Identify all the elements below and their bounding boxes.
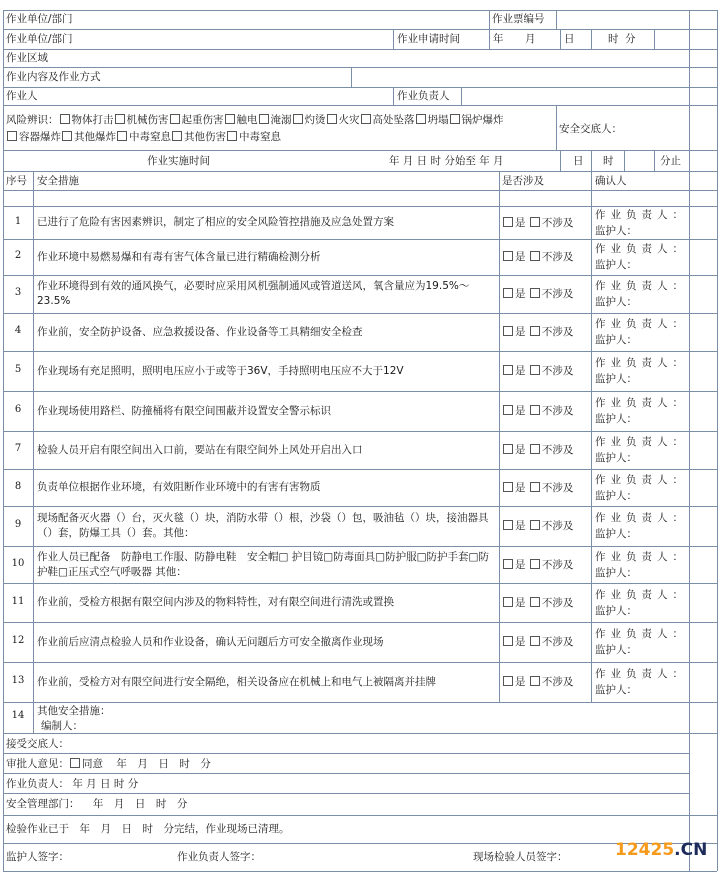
rule [717,10,718,871]
rule [689,469,717,470]
rule [560,150,561,171]
measure-text: 作业现场使用路栏、防撞桶将有限空间围蔽并设置安全警示标识 [37,404,331,417]
rule [3,87,689,88]
rule [3,546,689,547]
rule [461,87,462,105]
measure-text: 作业前，受检方根据有限空间内涉及的物料特性，对有限空间进行清洗或置换 [37,596,394,608]
rule [3,622,689,623]
rule [689,662,717,663]
rule [3,171,689,172]
yes-label: 是 [515,326,526,338]
measure-text: 检验人员开启有限空间出入口前，要站在有限空间外上风处开启出入口 [37,443,363,456]
rule [689,702,717,703]
yes-label: 是 [515,405,526,417]
row-number: 12 [11,635,25,646]
no-label: 不涉及 [541,288,574,300]
risk-item: 中毒窒息 [129,131,171,143]
rule [689,583,717,584]
col-involved: 是否涉及 [502,175,544,187]
rule [351,67,352,87]
rule [689,431,717,432]
confirm-guard: 监护人： [595,413,637,425]
col-measure: 安全措施 [37,175,79,187]
leader-label: 作业负责人 [397,90,450,102]
apply-min: 分 [625,33,636,45]
impl-day: 日 [573,155,584,167]
apply-year: 年 [493,33,504,45]
no-label: 不涉及 [541,365,574,377]
rule [3,190,689,191]
rule [3,662,689,663]
impl-time-label: 作业实施时间 [147,155,210,167]
rule [689,150,717,151]
yes-label: 是 [515,251,526,263]
rule [689,275,717,276]
apply-day: 日 [564,33,575,45]
rule [3,469,689,470]
confirm-leader: 作业负责人： [595,512,688,524]
risk-checkbox[interactable] [450,114,460,124]
rule [3,391,689,392]
impl-end: 分止 [660,155,681,167]
confirm-guard: 监护人： [595,684,637,696]
risk-item: 物体打击 [71,114,114,126]
no-checkbox[interactable] [530,676,540,686]
yes-checkbox[interactable] [503,676,513,686]
no-label: 不涉及 [541,444,574,456]
risk-item: 起重伤害 [181,114,224,126]
row-number: 10 [11,557,25,569]
yes-checkbox[interactable] [503,444,513,454]
risk-checkbox[interactable] [361,114,371,124]
no-checkbox[interactable] [530,365,540,375]
rule [556,10,557,29]
apply-month: 月 [525,33,536,45]
involved-choice [502,635,573,649]
involved-choice [502,250,573,264]
rule [3,733,689,734]
row-number: 6 [14,404,22,415]
row-number: 3 [14,287,22,298]
rule [393,29,394,49]
yes-checkbox[interactable] [503,482,513,492]
rule [3,815,689,816]
rule [3,206,689,207]
rule [3,793,689,794]
no-label: 不涉及 [541,216,574,229]
rule [689,815,717,816]
yes-checkbox[interactable] [503,597,513,607]
involved-choice [502,364,573,378]
leader-sign-label: 作业负责人签字： [177,851,261,863]
rule [499,171,500,702]
yes-label: 是 [515,676,526,688]
rule [689,351,717,352]
row-number: 8 [14,480,22,492]
confirm-leader: 作业负责人： [595,243,688,255]
risk-checkbox[interactable] [117,131,127,141]
rule [689,49,717,50]
rule [3,150,689,151]
row-number: 4 [14,325,22,336]
yes-checkbox[interactable] [503,520,513,530]
yes-label: 是 [515,558,526,571]
no-checkbox[interactable] [530,251,540,261]
confirm-leader: 作业负责人： [595,550,688,563]
other-measures-label: 其他安全措施： [37,705,111,717]
risk-checkbox[interactable] [327,114,337,124]
rule [654,29,655,49]
risk-checkbox[interactable] [62,131,72,141]
no-checkbox[interactable] [530,520,540,530]
risk-checkbox[interactable] [293,114,303,124]
confirm-leader: 作业负责人： [595,436,688,448]
rule [3,49,689,50]
no-label: 不涉及 [541,636,574,648]
safety-dept-label [6,797,187,811]
no-label: 不涉及 [541,558,574,571]
yes-label: 是 [515,216,526,229]
approver-label [6,757,211,771]
watermark-logo [615,840,707,860]
watermark-part2: .CN [674,840,708,860]
rule [3,506,689,507]
confirm-leader: 作业负责人： [595,628,688,640]
no-checkbox[interactable] [530,217,540,227]
guard-sign-label: 监护人签字： [6,851,69,863]
inspector-sign-label: 现场检验人员签字： [473,851,568,863]
no-checkbox[interactable] [530,482,540,492]
yes-label: 是 [515,365,526,377]
risk-item: 机械伤害 [126,114,169,126]
no-label: 不涉及 [541,481,574,494]
measure-text: 作业现场有充足照明，照明电压应小于或等于36V，手持照明电压应不大于12V [37,364,404,377]
measure-text: 作业前，受检方对有限空间进行安全隔绝，相关设备应在机械上和电气上被隔离并挂牌 [37,675,436,688]
rule [689,67,717,68]
handover-label: 安全交底人： [559,123,622,135]
rule [3,351,689,352]
confirm-guard: 监护人： [595,566,637,579]
agree-checkbox[interactable] [70,758,80,768]
row-number: 9 [14,519,22,530]
risk-checkbox[interactable] [60,114,70,124]
risk-item: 高处坠落 [372,114,415,126]
rule [3,753,689,754]
rule [689,206,717,207]
measure-text: 负责单位根据作业环境，有效阻断作业环境中的有害有害物质 [37,481,321,493]
row-number: 2 [14,250,22,261]
risk-checkbox[interactable] [172,131,182,141]
measure-text: 现场配备灭火器（）台，灭火毯（）块，消防水带（）根，沙袋（）包，吸油毡（）块，接油器具（）套，防爆工具（）套。其他： [37,512,489,539]
rule [689,171,717,172]
risk-item: 容器爆炸 [19,131,61,143]
rule [689,546,717,547]
confirm-guard: 监护人： [595,489,637,502]
confirm-guard: 监护人： [595,604,637,617]
involved-choice [502,675,573,689]
risk-title: 风险辨识： [6,114,59,126]
impl-time-range: 年 月 日 时 分始至 年 月 [389,155,504,167]
involved-choice [502,443,573,457]
rule [654,150,655,171]
safety-dept-text: 安全管理部门： [6,798,80,810]
involved-choice [502,287,573,301]
yes-checkbox[interactable] [503,251,513,261]
risk-checkbox[interactable] [115,114,125,124]
apply-time-label: 作业申请时间 [397,33,460,45]
area-label: 作业区域 [6,52,48,64]
no-label: 不涉及 [541,676,574,688]
involved-choice [502,558,573,572]
row-number: 7 [14,443,22,454]
risk-checkbox[interactable] [259,114,269,124]
measure-text: 作业环境得到有效的通风换气，必要时应采用风机强制通风或管道送风，氧含量应为19.5%～23.5% [37,280,470,307]
risk-checkbox[interactable] [7,131,17,141]
yes-checkbox[interactable] [503,365,513,375]
rule [489,29,490,49]
rule [3,583,689,584]
risk-item: 中毒窒息 [239,131,281,143]
confirm-leader: 作业负责人： [595,397,688,409]
rule [3,239,689,240]
confirm-leader: 作业负责人： [595,208,688,221]
rule [3,105,689,106]
risk-checkbox[interactable] [170,114,180,124]
yes-label: 是 [515,481,526,494]
col-no: 序号 [6,175,27,187]
yes-checkbox[interactable] [503,636,513,646]
yes-checkbox[interactable] [503,217,513,227]
rule [560,29,561,49]
rule [591,150,592,171]
measure-text: 作业前后应清点检验人员和作业设备，确认无问题后方可安全撤离作业现场 [37,635,384,648]
approver-time: 年 月 日 时 分 [116,758,211,770]
rule [689,105,717,106]
content-label: 作业内容及作业方式 [6,71,101,83]
rule [3,702,689,703]
yes-checkbox[interactable] [503,405,513,415]
rule [591,29,592,49]
confirm-leader: 作业负责人： [595,588,688,601]
yes-label: 是 [515,288,526,300]
involved-choice [502,481,573,495]
risk-item: 锅炉爆炸 [461,114,504,126]
confirm-guard: 监护人： [595,334,637,346]
confirm-guard: 监护人： [595,373,637,385]
no-checkbox[interactable] [530,559,540,569]
yes-label: 是 [515,520,526,532]
yes-label: 是 [515,444,526,456]
rule [3,313,689,314]
rule [556,105,557,150]
involved-choice [502,404,573,418]
col-confirm: 确认人 [595,175,627,187]
confirm-guard: 监护人： [595,528,637,540]
row-number: 11 [11,595,25,607]
impl-hour: 时 [603,155,614,167]
confirm-leader: 作业负责人： [595,357,688,369]
yes-label: 是 [515,596,526,609]
yes-checkbox[interactable] [503,559,513,569]
no-label: 不涉及 [541,596,574,609]
row-number: 1 [14,215,22,227]
leader-time: 作业负责人： 年 月 日 时 分 [6,778,139,790]
risk-item: 其他伤害 [184,131,226,143]
rule [689,10,690,871]
risk-checkbox[interactable] [227,131,237,141]
risk-checkbox[interactable] [416,114,426,124]
rule [393,87,394,105]
confirm-guard: 监护人： [595,452,637,464]
measure-text: 已进行了危险有害因素辨识，制定了相应的安全风险管控措施及应急处置方案 [37,216,394,228]
involved-choice [502,596,573,610]
worker-label: 作业人 [6,90,38,102]
rule [3,10,4,871]
measure-text: 作业人员已配备 防静电工作服、防静电鞋 安全帽□ 护目镜□防毒面具□防护服□防护手套□防护鞋□正压式空气呼吸器 其他： [37,550,489,578]
rule [3,29,689,30]
risk-line-2 [6,130,281,144]
measure-text: 作业环境中易燃易爆和有毒有害气体含量已进行精确检测分析 [37,250,321,263]
rule [689,239,717,240]
watermark-part1: 12425 [615,840,675,860]
rule [689,391,717,392]
risk-item: 触电 [236,114,258,126]
yes-checkbox[interactable] [503,326,513,336]
rule [689,87,717,88]
rule [689,733,717,734]
row-number: 5 [14,364,22,375]
rule [3,67,689,68]
row-number: 14 [11,710,25,721]
confirm-guard: 监护人： [595,259,637,271]
rule [689,871,717,872]
no-checkbox[interactable] [530,405,540,415]
permit-no-label: 作业票编号 [492,13,545,25]
compiler-label: 编制人： [41,720,83,732]
rule [3,843,689,844]
measure-text: 作业前，安全防护设备、应急救援设备、作业设备等工具精细安全检查 [37,325,363,338]
completion-note: 检验作业已于 年 月 日 时 分完结，作业现场已清理。 [6,823,290,835]
confirm-leader: 作业负责人： [595,280,688,292]
unit-dept-label-2: 作业单位/部门 [6,33,73,45]
rule [33,171,34,733]
rule [3,773,689,774]
no-label: 不涉及 [541,520,574,532]
yes-checkbox[interactable] [503,288,513,298]
no-checkbox[interactable] [530,288,540,298]
no-label: 不涉及 [541,326,574,338]
confirm-leader: 作业负责人： [595,318,688,330]
agree-label: 同意 [82,758,103,770]
apply-hour: 时 [608,33,619,45]
confirm-guard: 监护人： [595,224,637,237]
risk-item: 灼烫 [304,114,326,126]
rule [689,29,717,30]
rule [489,10,490,29]
approver-text: 审批人意见： [6,758,69,770]
receive-label: 接受交底人： [6,738,69,750]
rule [591,171,592,702]
no-checkbox[interactable] [530,444,540,454]
involved-choice [502,519,573,533]
rule [689,313,717,314]
risk-item: 淹溺 [270,114,292,126]
risk-checkbox[interactable] [225,114,235,124]
safety-time: 年 月 日 时 分 [92,798,188,810]
rule [3,275,689,276]
risk-item: 火灾 [338,114,360,126]
risk-item: 其他爆炸 [74,131,116,143]
no-label: 不涉及 [541,405,574,417]
no-checkbox[interactable] [530,636,540,646]
rule [3,871,689,872]
rule [689,190,717,191]
rule [689,622,717,623]
confirm-guard: 监护人： [595,296,637,308]
row-number: 13 [11,675,25,686]
confirm-leader: 作业负责人： [595,473,688,486]
rule [3,431,689,432]
permit-form [3,10,717,872]
yes-label: 是 [515,636,526,648]
confirm-leader: 作业负责人： [595,668,688,680]
rule [624,150,625,171]
confirm-guard: 监护人： [595,644,637,656]
no-checkbox[interactable] [530,597,540,607]
rule [3,10,689,11]
involved-choice [502,216,573,230]
unit-dept-label: 作业单位/部门 [6,13,73,25]
rule [689,506,717,507]
risk-item: 坍塌 [427,114,449,126]
rule [689,10,717,11]
risk-line-1 [6,113,504,127]
no-label: 不涉及 [541,251,574,263]
involved-choice [502,325,573,339]
no-checkbox[interactable] [530,326,540,336]
